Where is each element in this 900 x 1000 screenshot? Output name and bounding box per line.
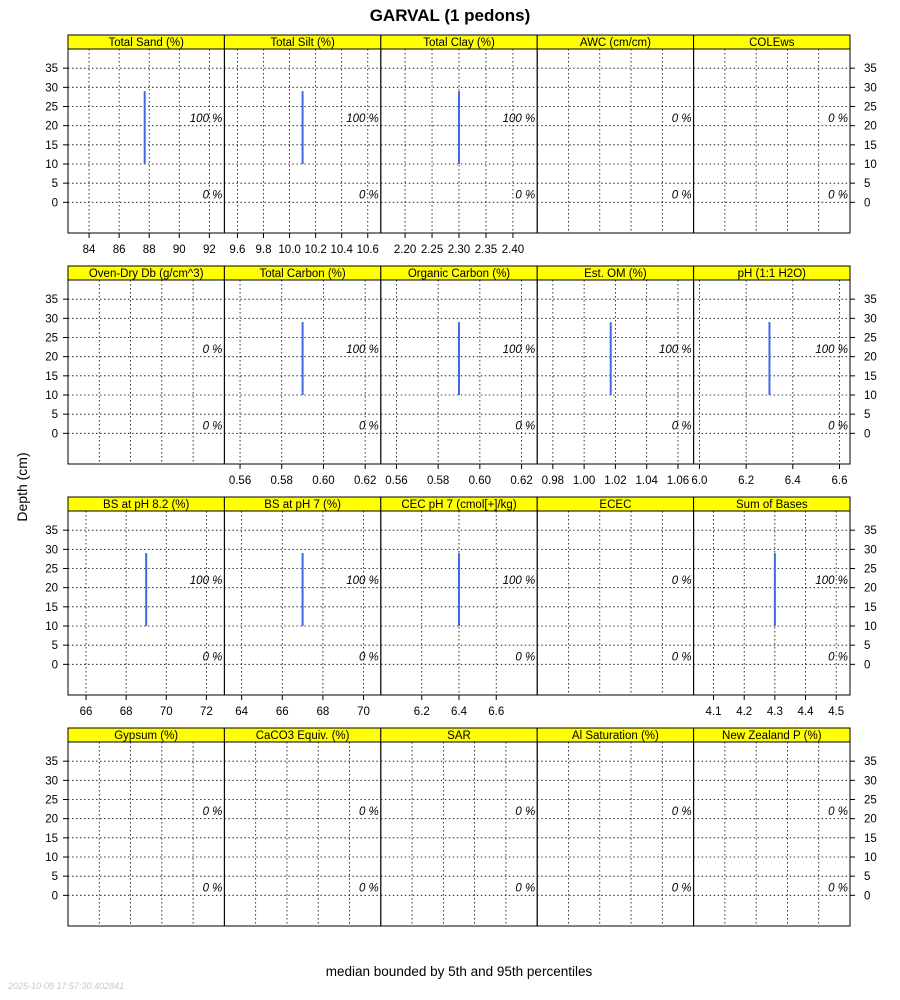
panel bbox=[381, 266, 537, 487]
y-tick-label-right: 10 bbox=[864, 852, 877, 864]
y-tick-label-left: 5 bbox=[51, 409, 58, 422]
chart-title: GARVAL (1 pedons) bbox=[369, 6, 531, 25]
percent-label: 100 % bbox=[346, 344, 379, 356]
panel-strip-label: Organic Carbon (%) bbox=[407, 268, 511, 280]
x-tick-label: 0.58 bbox=[426, 475, 450, 487]
panel-strip-label: Total Carbon (%) bbox=[259, 268, 346, 280]
x-tick-label: 4.4 bbox=[797, 706, 814, 718]
y-tick-label-right: 30 bbox=[864, 775, 877, 788]
panel-border bbox=[537, 49, 693, 233]
percent-label: 100 % bbox=[346, 113, 379, 125]
percent-label: 0 % bbox=[358, 651, 379, 664]
percent-label: 0 % bbox=[671, 651, 692, 664]
x-tick-label: 10.6 bbox=[356, 244, 379, 256]
y-tick-label-left: 30 bbox=[45, 544, 58, 557]
y-tick-label-right: 0 bbox=[864, 890, 871, 903]
y-tick-label-right: 5 bbox=[864, 640, 871, 653]
y-axis-label: Depth (cm) bbox=[14, 452, 30, 522]
x-tick-label: 10.2 bbox=[304, 244, 327, 256]
y-tick-label-right: 15 bbox=[864, 601, 877, 614]
y-tick-label-left: 15 bbox=[45, 370, 58, 383]
x-tick-label: 92 bbox=[202, 244, 216, 256]
panel bbox=[381, 728, 537, 926]
y-tick-label-right: 5 bbox=[864, 409, 871, 422]
percent-label: 0 % bbox=[358, 420, 379, 433]
y-tick-label-right: 5 bbox=[864, 178, 871, 191]
panel bbox=[537, 497, 693, 695]
x-tick-label: 66 bbox=[79, 706, 93, 718]
panel bbox=[381, 35, 537, 256]
y-tick-label-left: 30 bbox=[45, 775, 58, 788]
x-tick-label: 0.62 bbox=[510, 475, 533, 487]
panel-strip-label: Sum of Bases bbox=[736, 499, 808, 511]
y-tick-label-right: 20 bbox=[864, 582, 877, 595]
chart-caption: median bounded by 5th and 95th percentiles bbox=[325, 964, 593, 979]
y-tick-label-right: 10 bbox=[864, 390, 877, 402]
percent-label: 0 % bbox=[202, 651, 223, 664]
percent-label: 100 % bbox=[189, 113, 223, 125]
panel-border bbox=[537, 742, 693, 926]
y-tick-label-left: 25 bbox=[45, 563, 58, 576]
x-tick-label: 0.56 bbox=[228, 475, 252, 487]
y-tick-label-left: 20 bbox=[45, 351, 58, 364]
panel-strip-label: ECEC bbox=[599, 499, 632, 511]
x-tick-label: 0.56 bbox=[385, 475, 408, 487]
panel bbox=[537, 35, 693, 233]
x-tick-label: 66 bbox=[275, 706, 289, 718]
percent-label: 0 % bbox=[828, 882, 848, 895]
x-tick-label: 4.5 bbox=[828, 706, 845, 718]
panel bbox=[694, 497, 850, 718]
panel-border bbox=[694, 511, 850, 695]
panel bbox=[694, 728, 850, 926]
panel bbox=[68, 497, 224, 718]
y-tick-label-left: 25 bbox=[45, 101, 58, 114]
x-tick-label: 1.06 bbox=[666, 475, 690, 487]
percent-label: 0 % bbox=[828, 806, 848, 818]
timestamp-label: 2025-10-08 17:57:30.402841 bbox=[8, 981, 125, 991]
panel-strip-label: BS at pH 8.2 (%) bbox=[103, 499, 190, 511]
x-tick-label: 2.35 bbox=[474, 244, 498, 256]
y-tick-label-left: 30 bbox=[45, 313, 58, 326]
y-tick-label-left: 20 bbox=[45, 813, 58, 826]
y-tick-label-left: 0 bbox=[51, 428, 58, 441]
panel bbox=[381, 497, 537, 718]
percent-label: 0 % bbox=[828, 420, 848, 433]
percent-label: 0 % bbox=[515, 806, 536, 818]
percent-label: 0 % bbox=[358, 882, 379, 895]
x-tick-label: 86 bbox=[112, 244, 126, 256]
x-tick-label: 0.62 bbox=[353, 475, 377, 487]
y-tick-label-left: 15 bbox=[45, 601, 58, 614]
percent-label: 0 % bbox=[202, 882, 223, 895]
x-tick-label: 2.25 bbox=[420, 244, 444, 256]
panel-border bbox=[68, 280, 224, 464]
x-tick-label: 0.60 bbox=[468, 475, 492, 487]
x-tick-label: 1.00 bbox=[572, 475, 596, 487]
y-tick-label-left: 0 bbox=[51, 890, 58, 903]
percent-label: 0 % bbox=[358, 189, 379, 202]
panel-strip-label: Al Saturation (%) bbox=[571, 730, 659, 742]
panel-strip-label: COLEws bbox=[749, 37, 795, 49]
y-tick-label-left: 35 bbox=[45, 525, 58, 538]
y-tick-label-left: 35 bbox=[45, 756, 58, 769]
panel-strip-label: Oven-Dry Db (g/cm^3) bbox=[88, 268, 204, 280]
y-tick-label-left: 30 bbox=[45, 82, 58, 95]
y-tick-label-left: 20 bbox=[45, 582, 58, 595]
x-tick-label: 68 bbox=[316, 706, 330, 718]
percent-label: 100 % bbox=[502, 113, 536, 125]
x-tick-label: 84 bbox=[82, 244, 96, 256]
panel-strip-label: Est. OM (%) bbox=[584, 268, 647, 280]
x-tick-label: 4.1 bbox=[705, 706, 722, 718]
percent-label: 0 % bbox=[828, 651, 848, 664]
panel bbox=[68, 35, 224, 256]
panel-border bbox=[694, 742, 850, 926]
x-tick-label: 10.0 bbox=[278, 244, 301, 256]
y-tick-label-right: 15 bbox=[864, 139, 877, 152]
y-tick-label-left: 15 bbox=[45, 832, 58, 845]
y-tick-label-right: 10 bbox=[864, 621, 877, 633]
percent-label: 100 % bbox=[346, 575, 379, 587]
y-tick-label-right: 35 bbox=[864, 525, 877, 538]
percent-label: 0 % bbox=[202, 344, 223, 356]
percent-label: 100 % bbox=[815, 575, 848, 587]
panel-strip-label: BS at pH 7 (%) bbox=[264, 499, 341, 511]
panel-border bbox=[537, 511, 693, 695]
percent-label: 0 % bbox=[828, 189, 848, 202]
percent-label: 0 % bbox=[671, 575, 692, 587]
x-tick-label: 6.4 bbox=[784, 475, 801, 487]
x-tick-label: 90 bbox=[172, 244, 186, 256]
percent-label: 0 % bbox=[671, 882, 692, 895]
panel-border bbox=[381, 742, 537, 926]
x-tick-label: 6.2 bbox=[738, 475, 755, 487]
panel-strip-label: CEC pH 7 (cmol[+]/kg) bbox=[401, 499, 517, 511]
x-tick-label: 64 bbox=[235, 706, 249, 718]
x-tick-label: 10.4 bbox=[330, 244, 353, 256]
x-tick-label: 6.4 bbox=[451, 706, 467, 718]
percent-label: 0 % bbox=[358, 806, 379, 818]
x-tick-label: 2.40 bbox=[501, 244, 525, 256]
x-tick-label: 70 bbox=[159, 706, 173, 718]
panel-strip-label: CaCO3 Equiv. (%) bbox=[255, 730, 350, 742]
y-tick-label-left: 0 bbox=[51, 659, 58, 672]
y-tick-label-left: 10 bbox=[45, 621, 58, 633]
panel bbox=[691, 266, 850, 487]
panel bbox=[224, 497, 380, 718]
panel-border bbox=[68, 742, 224, 926]
y-tick-label-right: 15 bbox=[864, 370, 877, 383]
x-tick-label: 6.6 bbox=[831, 475, 848, 487]
percent-label: 100 % bbox=[658, 344, 692, 356]
panel bbox=[68, 266, 224, 464]
percent-label: 0 % bbox=[202, 806, 223, 818]
percent-label: 0 % bbox=[515, 651, 536, 664]
x-tick-label: 72 bbox=[199, 706, 213, 718]
percent-label: 100 % bbox=[502, 344, 536, 356]
y-tick-label-left: 5 bbox=[51, 640, 58, 653]
x-tick-label: 2.30 bbox=[447, 244, 471, 256]
x-tick-label: 0.58 bbox=[270, 475, 293, 487]
x-tick-label: 4.2 bbox=[736, 706, 753, 718]
x-tick-label: 68 bbox=[119, 706, 133, 718]
y-tick-label-right: 35 bbox=[864, 756, 877, 769]
y-tick-label-right: 0 bbox=[864, 428, 871, 441]
y-tick-label-left: 5 bbox=[51, 178, 58, 191]
y-tick-label-left: 25 bbox=[45, 332, 58, 345]
y-tick-label-left: 10 bbox=[45, 390, 58, 402]
y-tick-label-right: 20 bbox=[864, 120, 877, 133]
panel-border bbox=[224, 742, 380, 926]
percent-label: 0 % bbox=[515, 882, 536, 895]
x-tick-label: 9.8 bbox=[255, 244, 272, 256]
panel-strip-label: Gypsum (%) bbox=[114, 730, 179, 742]
percent-label: 0 % bbox=[671, 806, 692, 818]
panel-strip-label: Total Silt (%) bbox=[270, 37, 335, 49]
y-tick-label-right: 0 bbox=[864, 659, 871, 672]
y-tick-label-right: 30 bbox=[864, 544, 877, 557]
percent-label: 0 % bbox=[828, 113, 848, 125]
y-tick-label-left: 15 bbox=[45, 139, 58, 152]
panel-strip-label: New Zealand P (%) bbox=[722, 730, 822, 742]
y-tick-label-right: 5 bbox=[864, 871, 871, 884]
y-tick-label-left: 35 bbox=[45, 294, 58, 307]
y-tick-label-left: 35 bbox=[45, 63, 58, 76]
y-tick-label-left: 0 bbox=[51, 197, 58, 210]
y-tick-label-right: 25 bbox=[864, 332, 877, 345]
y-tick-label-left: 20 bbox=[45, 120, 58, 133]
panel bbox=[68, 728, 224, 926]
percent-label: 0 % bbox=[671, 420, 692, 433]
percent-label: 100 % bbox=[189, 575, 223, 587]
y-tick-label-left: 10 bbox=[45, 159, 58, 171]
y-tick-label-left: 25 bbox=[45, 794, 58, 807]
y-tick-label-right: 10 bbox=[864, 159, 877, 171]
panel-strip-label: pH (1:1 H2O) bbox=[737, 268, 806, 280]
y-tick-label-right: 15 bbox=[864, 832, 877, 845]
panels-layer bbox=[45, 35, 877, 926]
x-tick-label: 6.0 bbox=[691, 475, 708, 487]
percent-label: 0 % bbox=[671, 189, 692, 202]
y-tick-label-right: 25 bbox=[864, 101, 877, 114]
panel-strip-label: Total Sand (%) bbox=[108, 37, 184, 49]
percent-label: 0 % bbox=[515, 189, 536, 202]
x-tick-label: 88 bbox=[142, 244, 156, 256]
panel bbox=[537, 728, 693, 926]
y-tick-label-right: 25 bbox=[864, 794, 877, 807]
percent-label: 0 % bbox=[671, 113, 692, 125]
x-tick-label: 70 bbox=[357, 706, 370, 718]
x-tick-label: 6.6 bbox=[488, 706, 505, 718]
panel-strip-label: SAR bbox=[447, 730, 471, 742]
y-tick-label-right: 30 bbox=[864, 82, 877, 95]
y-tick-label-right: 25 bbox=[864, 563, 877, 576]
panel-strip-label: AWC (cm/cm) bbox=[579, 37, 651, 49]
panel bbox=[224, 266, 380, 487]
y-tick-label-right: 20 bbox=[864, 351, 877, 364]
panel-border bbox=[694, 49, 850, 233]
percent-label: 100 % bbox=[502, 575, 536, 587]
y-tick-label-right: 35 bbox=[864, 63, 877, 76]
y-tick-label-right: 0 bbox=[864, 197, 871, 210]
y-tick-label-right: 30 bbox=[864, 313, 877, 326]
x-tick-label: 4.3 bbox=[766, 706, 783, 718]
y-tick-label-left: 5 bbox=[51, 871, 58, 884]
x-tick-label: 1.02 bbox=[604, 475, 627, 487]
percent-label: 0 % bbox=[515, 420, 536, 433]
percent-label: 0 % bbox=[202, 189, 223, 202]
percent-label: 0 % bbox=[202, 420, 223, 433]
panel-strip-label: Total Clay (%) bbox=[423, 37, 495, 49]
panel bbox=[537, 266, 693, 487]
x-tick-label: 2.20 bbox=[393, 244, 417, 256]
x-tick-label: 6.2 bbox=[413, 706, 430, 718]
x-tick-label: 0.60 bbox=[312, 475, 335, 487]
panel-border bbox=[694, 280, 850, 464]
panel bbox=[694, 35, 850, 233]
x-tick-label: 9.6 bbox=[229, 244, 246, 256]
y-tick-label-right: 35 bbox=[864, 294, 877, 307]
y-tick-label-left: 10 bbox=[45, 852, 58, 864]
panel-border bbox=[68, 49, 224, 233]
panel bbox=[224, 728, 380, 926]
panel bbox=[224, 35, 380, 256]
percent-label: 100 % bbox=[815, 344, 848, 356]
x-tick-label: 1.04 bbox=[635, 475, 658, 487]
y-tick-label-right: 20 bbox=[864, 813, 877, 826]
x-tick-label: 0.98 bbox=[541, 475, 565, 487]
